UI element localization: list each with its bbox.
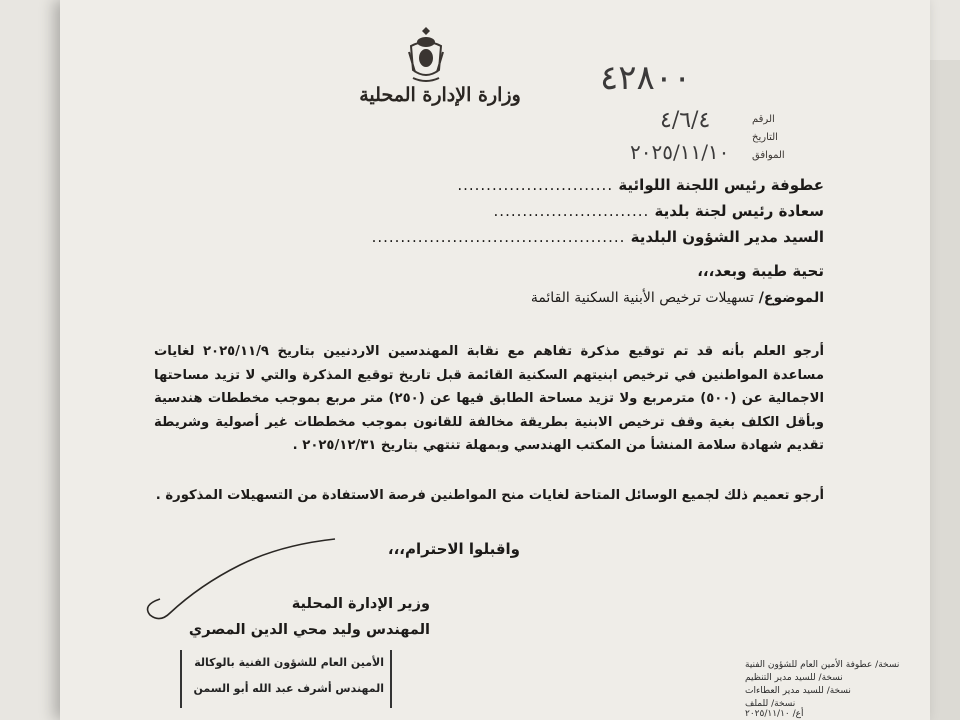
body-paragraph-1: أرجو العلم بأنه قد تم توقيع مذكرة تفاهم مع نقابة المهندسين الاردنيين بتاريخ ٢٠٢٥/١١/٩ لغايات مساعدة المواطنين في ترخيص ابنيتهم السكنية القائمة قبل تاريخ توقيع المذكرة والتي لا تزيد مساحتها الاجمالية عن (٥٠٠) مترمربع ولا تزيد مساحة الطابق فيها عن (٢٥٠) متر مربع بموجب مخططات هندسية وبأقل الكلف بغية وقف ترخيص الابنية بطريقة مخالفة للقانون بموجب مخططات غير أصولية وشريطة تقديم شهادة سلامة المنشأ من المكتب الهندسي وبمهلة تنتهي بتاريخ ٢٠٢٥/١٢/٣١ . [154,344,824,453]
cc-line-4: نسخة/ للملف [745,699,796,709]
cc-line-3: نسخة/ للسيد مدير العطاءات [745,686,851,696]
footer-date: أع/ ٢٠٢٥/١١/١٠ [745,709,804,719]
stamp-line-2: المهندس أشرف عبد الله أبو السمن [193,682,384,695]
stamp-line-1: الأمين العام للشؤون الفنية بالوكالة [194,656,384,669]
ministry-name: وزارة الإدارة المحلية [359,84,521,106]
date-label: التاريخ [752,132,778,143]
handwritten-date: ٤/٦/٤ [660,108,711,133]
corresponding-label: الموافق [752,150,785,161]
stamp-box [180,650,392,708]
cc-line-2: نسخة/ للسيد مدير التنظيم [745,673,843,683]
addressee-1: عطوفة رئيس اللجنة اللوائية ........................... [457,176,824,194]
coat-of-arms-icon [405,24,447,86]
closing: واقبلوا الاحترام،،، [387,540,520,558]
cc-line-1: نسخة/ عطوفة الأمين العام للشؤون الفنية [745,660,900,670]
handwritten-ref-number: ٤٢٨٠٠ [600,58,692,98]
body-paragraph-2: أرجو تعميم ذلك لجميع الوسائل المتاحة لغايات منح المواطنين فرصة الاستفادة من التسهيلات المذكورة . [155,488,824,503]
handwritten-corresponding: ٢٠٢٥/١١/١٠ [630,140,730,164]
signatory-name: المهندس وليد محي الدين المصري [188,622,430,638]
subject-line: الموضوع/ تسهيلات ترخيص الأبنية السكنية القائمة [530,290,824,306]
signatory-title: وزير الإدارة المحلية [291,596,430,612]
addressee-2: سعادة رئيس لجنة بلدية ........................... [493,202,824,220]
ref-number-label: الرقم [752,114,775,125]
greeting: تحية طيبة وبعد،،، [697,262,824,280]
addressee-3: السيد مدير الشؤون البلدية ............................................ [371,228,824,246]
